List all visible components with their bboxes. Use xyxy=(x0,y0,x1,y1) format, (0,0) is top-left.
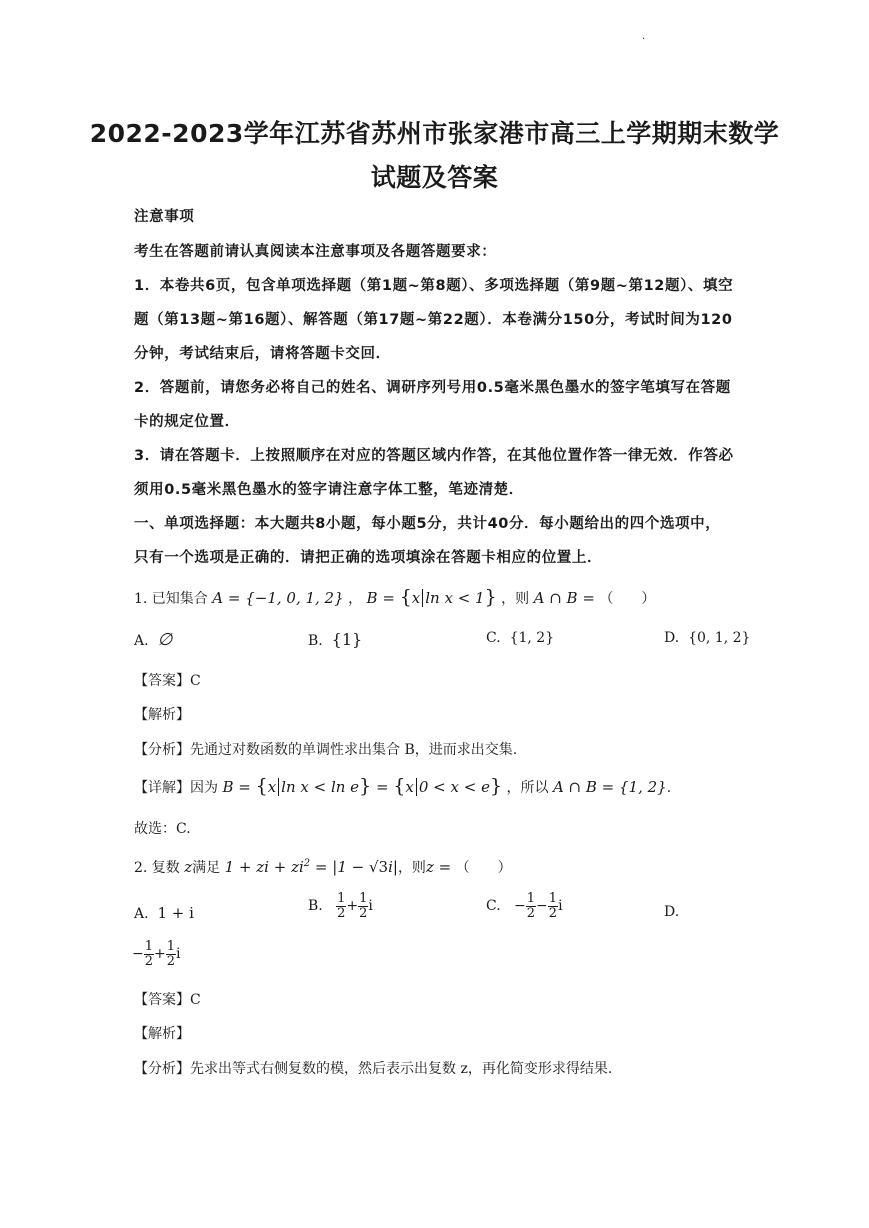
question-2-analysis-tag: 【解析】 xyxy=(134,1026,190,1042)
detail-equation xyxy=(222,775,503,797)
set-b-var: x xyxy=(411,589,421,607)
notice-item-1-line-1: 1．本卷共6页，包含单项选择题（第1题~第8题）、多项选择题（第9题~第12题）、填空 xyxy=(134,278,734,294)
fenxi-text: 先通过对数函数的单调性求出集合 B，进而求出交集. xyxy=(190,742,518,758)
detail-tag: 【详解】 xyxy=(134,780,190,796)
question-1-comma: ， xyxy=(348,591,363,607)
operator: + xyxy=(346,898,359,915)
eq2-left-brace: { xyxy=(393,775,406,797)
numerator: 1 xyxy=(526,891,536,906)
question-1-paren: （ ） xyxy=(599,591,656,607)
corner-mark: · xyxy=(642,34,646,45)
option-value: {0, 1, 2} xyxy=(688,630,751,646)
numerator: 1 xyxy=(337,891,346,906)
notice-item-2-line-2: 卡的规定位置． xyxy=(134,414,240,430)
fraction xyxy=(144,940,154,968)
page-title-line-1: 2022-2023学年江苏省苏州市张家港市高三上学期期末数学 xyxy=(89,119,780,148)
question-2-paren: （ ） xyxy=(455,860,512,876)
question-2-equation xyxy=(225,858,398,876)
numerator: 1 xyxy=(548,891,558,906)
option-label: A. xyxy=(134,633,149,649)
eq-lhs: 1 + zi + zi xyxy=(224,858,304,876)
imaginary-unit: i xyxy=(176,946,181,963)
option-label: C. xyxy=(486,630,501,646)
notice-heading: 注意事项 xyxy=(134,209,195,225)
answer-tag: 【答案】 xyxy=(134,992,190,1008)
notice-item-1-line-3: 分钟，考试结束后，请将答题卡交回． xyxy=(134,346,391,362)
question-1-answer xyxy=(134,670,201,690)
answer-value: C xyxy=(190,673,201,689)
question-2-option-d xyxy=(132,940,181,968)
question-2-then: ，则 xyxy=(397,860,426,876)
eq-superscript: 2 xyxy=(303,858,311,869)
eq-end: i| xyxy=(388,858,398,876)
question-1-choose: 故选：C. xyxy=(134,821,191,837)
option-label: B. xyxy=(308,898,323,915)
section-1-line-1: 一、单项选择题：本大题共8小题，每小题5分，共计40分．每小题给出的四个选项中， xyxy=(134,516,721,532)
denominator: 2 xyxy=(526,905,536,921)
question-2-prefix: 2. 复数 xyxy=(134,860,180,876)
question-1-then: ，则 xyxy=(501,591,530,607)
question-1-detail xyxy=(134,775,671,797)
section-1-line-2: 只有一个选项是正确的．请把正确的选项填涂在答题卡相应的位置上． xyxy=(134,550,603,566)
eq-sqrt: √3 xyxy=(368,858,389,876)
detail-prefix: 因为 xyxy=(190,780,218,796)
notice-intro: 考生在答题前请认真阅读本注意事项及各题答题要求： xyxy=(134,244,497,260)
operator: + xyxy=(154,946,166,963)
question-2-option-c xyxy=(486,892,563,920)
detail-end: . xyxy=(666,780,672,796)
eq-equals: = xyxy=(375,778,389,796)
option-label: B. xyxy=(308,633,323,649)
question-1-option-b xyxy=(308,630,362,649)
option-value: 1 + i xyxy=(157,904,194,922)
option-label: C. xyxy=(486,898,501,915)
imaginary-unit: i xyxy=(368,898,373,915)
fenxi-tag: 【分析】 xyxy=(134,742,190,758)
notice-item-2-line-1: 2．答题前，请您务必将自己的姓名、调研序列号用0.5毫米黑色墨水的签字笔填写在答题 xyxy=(134,380,731,396)
eq2-right-brace: } xyxy=(489,775,503,797)
question-1-prefix: 1. 已知集合 xyxy=(134,591,208,607)
option-label: D. xyxy=(664,630,680,646)
eq1-condition: ln x < ln e xyxy=(281,778,360,796)
question-2-satisfies: 满足 xyxy=(192,860,221,876)
detail-connector: ，所以 xyxy=(506,780,549,796)
fraction xyxy=(336,892,346,920)
answer-value: C xyxy=(190,992,201,1008)
question-2-option-d-label: D. xyxy=(664,904,680,920)
question-1-option-d xyxy=(664,630,750,646)
numerator: 1 xyxy=(144,939,154,954)
detail-result: A ∩ B = {1, 2} xyxy=(552,778,667,796)
fraction xyxy=(526,892,536,920)
numerator: 1 xyxy=(359,891,368,906)
notice-item-1-line-2: 题（第13题~第16题）、解答题（第17题~第22题）．本卷满分150分，考试时间为120 xyxy=(134,312,733,328)
eq1-var: x xyxy=(267,778,277,796)
denominator: 2 xyxy=(359,905,368,921)
eq-middle: = |1 − xyxy=(310,858,369,876)
question-2-option-b xyxy=(308,892,373,920)
set-b-left-brace: { xyxy=(399,586,412,608)
denominator: 2 xyxy=(166,953,176,969)
notice-item-3-line-1: 3．请在答题卡．上按照顺序在对应的答题区域内作答，在其他位置作答一律无效．作答必 xyxy=(134,448,734,464)
eq1-lhs: B = xyxy=(222,778,251,796)
answer-tag: 【答案】 xyxy=(134,673,190,689)
question-1-set-a: A = {−1, 0, 1, 2} xyxy=(212,589,344,607)
option-value: {1, 2} xyxy=(509,630,555,646)
eq2-condition: 0 < x < e xyxy=(418,778,490,796)
eq1-right-brace: } xyxy=(359,775,372,797)
question-1-set-b xyxy=(366,586,497,608)
fraction xyxy=(548,892,558,920)
fraction xyxy=(166,940,176,968)
question-1-analysis-tag: 【解析】 xyxy=(134,707,190,723)
sign: − xyxy=(514,898,526,915)
question-1-option-c xyxy=(486,630,554,646)
fenxi-text: 先求出等式右侧复数的模，然后表示出复数 z，再化简变形求得结果. xyxy=(190,1061,613,1077)
option-value: ∅ xyxy=(157,630,173,650)
fraction xyxy=(358,892,368,920)
question-1-fenxi xyxy=(134,739,517,759)
question-2-fenxi xyxy=(134,1058,612,1078)
sign: − xyxy=(132,946,144,963)
imaginary-unit: i xyxy=(558,898,563,915)
page-title-line-2: 试题及答案 xyxy=(370,163,499,192)
question-2-ask: z = xyxy=(425,858,452,876)
notice-item-3-line-2: 须用0.5毫米黑色墨水的签字请注意字体工整，笔迹清楚． xyxy=(134,482,524,498)
denominator: 2 xyxy=(144,953,154,969)
question-1-ask: A ∩ B = xyxy=(533,589,595,607)
question-1-stem xyxy=(134,586,655,608)
eq1-left-brace: { xyxy=(255,775,268,797)
numerator: 1 xyxy=(166,939,176,954)
option-label: A. xyxy=(134,906,149,922)
set-b-right-brace: } xyxy=(484,586,497,608)
question-1-option-a xyxy=(134,630,172,650)
set-b-condition: ln x < 1 xyxy=(425,589,485,607)
option-value: {1} xyxy=(331,630,363,649)
denominator: 2 xyxy=(337,905,346,921)
question-2-answer xyxy=(134,989,201,1009)
denominator: 2 xyxy=(548,905,558,921)
set-b-lhs: B = xyxy=(366,589,395,607)
eq2-var: x xyxy=(405,778,414,796)
question-2-stem xyxy=(134,857,512,877)
fenxi-tag: 【分析】 xyxy=(134,1061,190,1077)
question-2-option-a xyxy=(134,904,194,922)
operator: − xyxy=(536,898,548,915)
question-2-var-z: z xyxy=(184,858,193,876)
